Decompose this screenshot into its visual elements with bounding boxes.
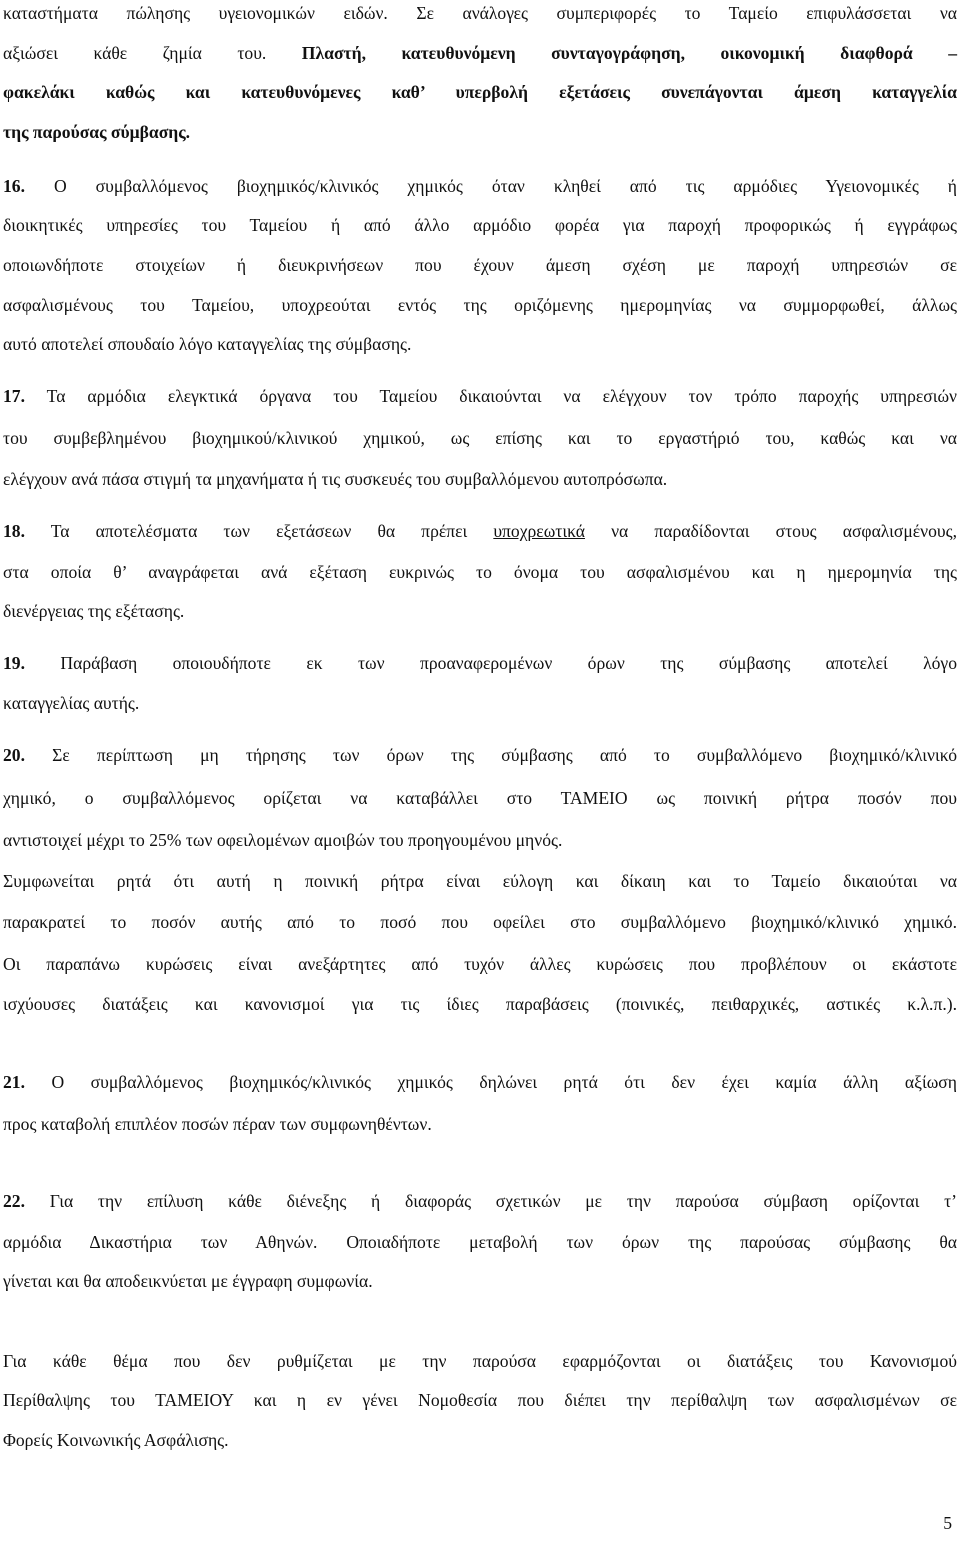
- item-22-first-line: [3, 1190, 957, 1212]
- bold-text-line: της παρούσας σύμβασης.: [3, 122, 191, 142]
- text-span: αξιώσει κάθε ζημία του.: [3, 43, 302, 63]
- text-line: ασφαλισμένους του Ταμείου, υποχρεούται εντός της οριζόμενης ημερομηνίας να συμμορφωθεί, άλλως: [3, 295, 957, 315]
- item-16-first-line: [3, 175, 957, 197]
- item-17-first-line: [3, 385, 957, 407]
- text-line: παρακρατεί το ποσόν αυτής από το ποσό που οφείλει στο συμβαλλόμενο βιοχημικό/κλινικό χημικό.: [3, 912, 957, 932]
- item-19-first-line: [3, 652, 957, 674]
- text-span: Τα αποτελέσματα των εξετάσεων θα πρέπει: [25, 521, 494, 541]
- item-21-first-line: [3, 1071, 957, 1093]
- text-line: χημικό, ο συμβαλλόμενος ορίζεται να καταβάλλει στο ΤΑΜΕΙΟ ως ποινική ρήτρα ποσόν που: [3, 788, 957, 808]
- item-number: 17.: [3, 386, 25, 406]
- text-line: διοικητικές υπηρεσίες του Ταμείου ή από άλλο αρμόδιο φορέα για παροχή προφορικώς ή εγγράφως: [3, 215, 957, 235]
- item-18-first-line: [3, 520, 957, 542]
- text-line: ισχύουσες διατάξεις και κανονισμοί για τις ίδιες παραβάσεις (ποινικές, πειθαρχικές, αστικές κ.λ.π.).: [3, 994, 957, 1014]
- text-line: Συμφωνείται ρητά ότι αυτή η ποινική ρήτρα είναι εύλογη και δίκαιη και το Ταμείο δικαιούται να: [3, 871, 957, 891]
- item-20-first-line: [3, 744, 957, 766]
- text-span: Τα αρμόδια ελεγκτικά όργανα του Ταμείου δικαιούνται να ελέγχουν τον τρόπο παροχής υπηρεσιών: [25, 386, 957, 406]
- text-span: Για την επίλυση κάθε διένεξης ή διαφοράς σχετικών με την παρούσα σύμβαση ορίζονται τ’: [25, 1191, 957, 1211]
- item-number: 20.: [3, 745, 25, 765]
- text-line: στα οποία θ’ αναγράφεται ανά εξέταση ευκρινώς το όνομα του ασφαλισμένου και η ημερομηνία της: [3, 562, 957, 582]
- item-number: 22.: [3, 1191, 25, 1211]
- item-number: 18.: [3, 521, 25, 541]
- text-line: αρμόδια Δικαστήρια των Αθηνών. Οποιαδήποτε μεταβολή των όρων της παρούσας σύμβασης θα: [3, 1232, 957, 1252]
- text-line: γίνεται και θα αποδεικνύεται με έγγραφη συμφωνία.: [3, 1271, 373, 1291]
- text-line: προς καταβολή επιπλέον ποσών πέραν των συμφωνηθέντων.: [3, 1114, 432, 1134]
- item-number: 19.: [3, 653, 25, 673]
- text-line: αντιστοιχεί μέχρι το 25% των οφειλομένων αμοιβών του προηγουμένου μηνός.: [3, 830, 563, 850]
- text-line: διενέργειας της εξέτασης.: [3, 601, 185, 621]
- underlined-text-span: υποχρεωτικά: [493, 521, 586, 541]
- text-span: Ο συμβαλλόμενος βιοχημικός/κλινικός χημικός δηλώνει ρητά ότι δεν έχει καμία άλλη αξίωση: [25, 1072, 957, 1092]
- text-span: να παραδίδονται στους ασφαλισμένους,: [585, 521, 957, 541]
- text-line: Για κάθε θέμα που δεν ρυθμίζεται με την παρούσα εφαρμόζονται οι διατάξεις του Κανονισμού: [3, 1351, 957, 1371]
- text-line: ελέγχουν ανά πάσα στιγμή τα μηχανήματα ή τις συσκευές του συμβαλλόμενου αυτοπρόσωπα.: [3, 469, 668, 489]
- text-line: του συμβεβλημένου βιοχημικού/κλινικού χημικού, ως επίσης και το εργαστήριό του, καθώς και να: [3, 428, 957, 448]
- text-line: Περίθαλψης του ΤΑΜΕΙΟΥ και η εν γένει Νομοθεσία που διέπει την περίθαλψη των ασφαλισμένων σε: [3, 1390, 957, 1410]
- page-number: 5: [943, 1513, 952, 1533]
- text-span: Παράβαση οποιουδήποτε εκ των προαναφερομένων όρων της σύμβασης αποτελεί λόγο: [25, 653, 957, 673]
- text-line: [3, 42, 957, 64]
- item-number: 16.: [3, 176, 25, 196]
- text-line: οποιωνδήποτε στοιχείων ή διευκρινήσεων που έχουν άμεση σχέση με παροχή υπηρεσιών σε: [3, 255, 957, 275]
- text-line: καταστήματα πώλησης υγειονομικών ειδών. Σε ανάλογες συμπεριφορές το Ταμείο επιφυλάσσεται να: [3, 3, 957, 23]
- text-span: Ο συμβαλλόμενος βιοχημικός/κλινικός χημικός όταν κληθεί από τις αρμόδιες Υγειονομικές ή: [25, 176, 957, 196]
- text-line: καταγγελίας αυτής.: [3, 693, 140, 713]
- bold-text-line: φακελάκι καθώς και κατευθυνόμενες καθ’ υπερβολή εξετάσεις συνεπάγονται άμεση καταγγελία: [3, 82, 957, 102]
- text-line: Φορείς Κοινωνικής Ασφάλισης.: [3, 1430, 229, 1450]
- text-span: Σε περίπτωση μη τήρησης των όρων της σύμβασης από το συμβαλλόμενο βιοχημικό/κλινικό: [25, 745, 957, 765]
- item-number: 21.: [3, 1072, 25, 1092]
- bold-text-span: Πλαστή, κατευθυνόμενη συνταγογράφηση, οικονομική διαφθορά –: [301, 43, 958, 63]
- text-line: αυτό αποτελεί σπουδαίο λόγο καταγγελίας της σύμβασης.: [3, 334, 412, 354]
- text-line: Οι παραπάνω κυρώσεις είναι ανεξάρτητες από τυχόν άλλες κυρώσεις που προβλέπουν οι εκάστοτε: [3, 954, 957, 974]
